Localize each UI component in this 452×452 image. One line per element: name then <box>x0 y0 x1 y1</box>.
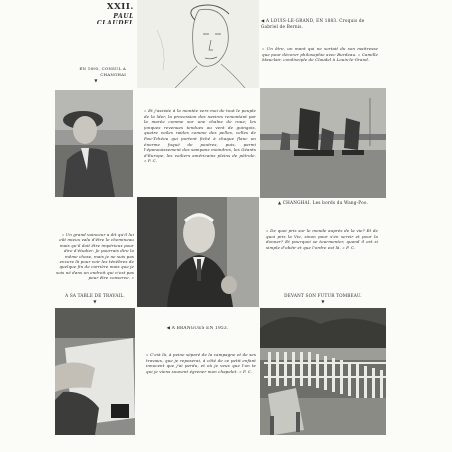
caption-brangues-text: ◀ A BRANGUES EN 1953. <box>166 326 229 331</box>
arrow-up-icon: ▲ <box>277 200 282 205</box>
caption-tombeau <box>262 293 384 307</box>
caption-louis-le-grand <box>261 18 379 34</box>
caption-brangues <box>140 326 255 336</box>
caption-changhai <box>260 200 386 212</box>
quote-2-text: « Et j'assiste à la montée vers moi de tout le peuple de la Mer, la procession des navires remontant par la marée comme sur une chaîne de roue; les jonques revenues tendues au vent de guingois, quatre voiles raides comme des pelles, celles de Fou-Tchéou qui portent fiché à chaque flanc un énorme fuqué de poutres, puis, parmi l'épanouissement des sampans moindres, les Géants d'Europe, les voiliers américains pleins de pétrole. » P. C. <box>144 108 256 164</box>
photo-tomb-fence <box>260 308 386 435</box>
arrow-down-icon: ▼ <box>94 78 98 83</box>
quote-1-text: « Un être, un mant qui ne sortait du son maitresse que pour décorer philosophie avec Burdeau. » Camille Mauclair, condisciple de Claudel à Louis-le-Grand. <box>262 46 378 63</box>
quote-5-text: « C'est là, à peine séparé de la campagne et de ses travaux, que je reposerai, à côté de ce petit enfant innocent que j'ai perdu, et où je veux que l'on te qui je viens souvent égrener mon chapelet. » P. C. <box>146 352 256 374</box>
caption-table-text: A SA TABLE DE TRAVAIL. <box>65 293 125 298</box>
photo-consul-portrait <box>55 90 133 197</box>
tomb-fence-image <box>260 308 386 435</box>
sketch-portrait-image <box>137 0 259 88</box>
caption-consul <box>66 66 126 86</box>
caption-table <box>56 293 134 307</box>
quote-5 <box>146 352 256 402</box>
quote-4 <box>266 228 378 266</box>
caption-tombeau-text: DEVANT SON FUTUR TOMBEAU. <box>284 293 362 298</box>
quote-2 <box>144 108 256 198</box>
photo-sketch-portrait <box>137 0 259 88</box>
quote-1 <box>262 46 378 80</box>
quote-3 <box>56 232 134 302</box>
quote-3-text: « Un grand vainceur a dit qu'il lui eût mieux valu d'être le chemineau mais qu'il doit être impérieux pour dire d'étudier. Je pourrais dire la même chose, mais je ne suis pas encore là pour voir les ténèbres de quelque fin de carrière mais que je sois né dans un endroit qui n'est pas pour être conserve. » <box>56 232 134 281</box>
caption-changhai-text: CHANGHAI. Les bords du Wang-Poo. <box>282 200 369 205</box>
consul-portrait-image <box>55 90 133 197</box>
arrow-down-icon: ▼ <box>93 299 97 304</box>
photo-elder-portrait <box>137 197 259 307</box>
quote-4-text: « De quoi pris sur le monde auprès de la vie? Et de quoi pris la Vie, sinon pour s'en servir et pour la donner? Et pourquoi se tourmenter, quand il est si simple d'obéir et que l'ordre est là. » P. C. <box>266 228 378 250</box>
writing-desk-image <box>55 308 135 435</box>
photo-writing-desk <box>55 308 135 435</box>
changhai-harbor-image <box>260 88 386 198</box>
chapter-number: XXII. <box>106 2 134 12</box>
elder-portrait-image <box>137 197 259 307</box>
caption-consul-text: EN 1895, CONSUL A CHANGHAI <box>79 66 126 77</box>
caption-louis-le-grand-text: ◀ A LOUIS-LE-GRAND, EN 1883. Croquis de Gabriel de Bernis. <box>261 18 365 29</box>
photo-changhai-harbor <box>260 88 386 198</box>
chapter-name: PAUL CLAUDEL <box>96 13 134 24</box>
chapter-header <box>86 2 134 24</box>
arrow-down-icon: ▼ <box>321 299 325 304</box>
